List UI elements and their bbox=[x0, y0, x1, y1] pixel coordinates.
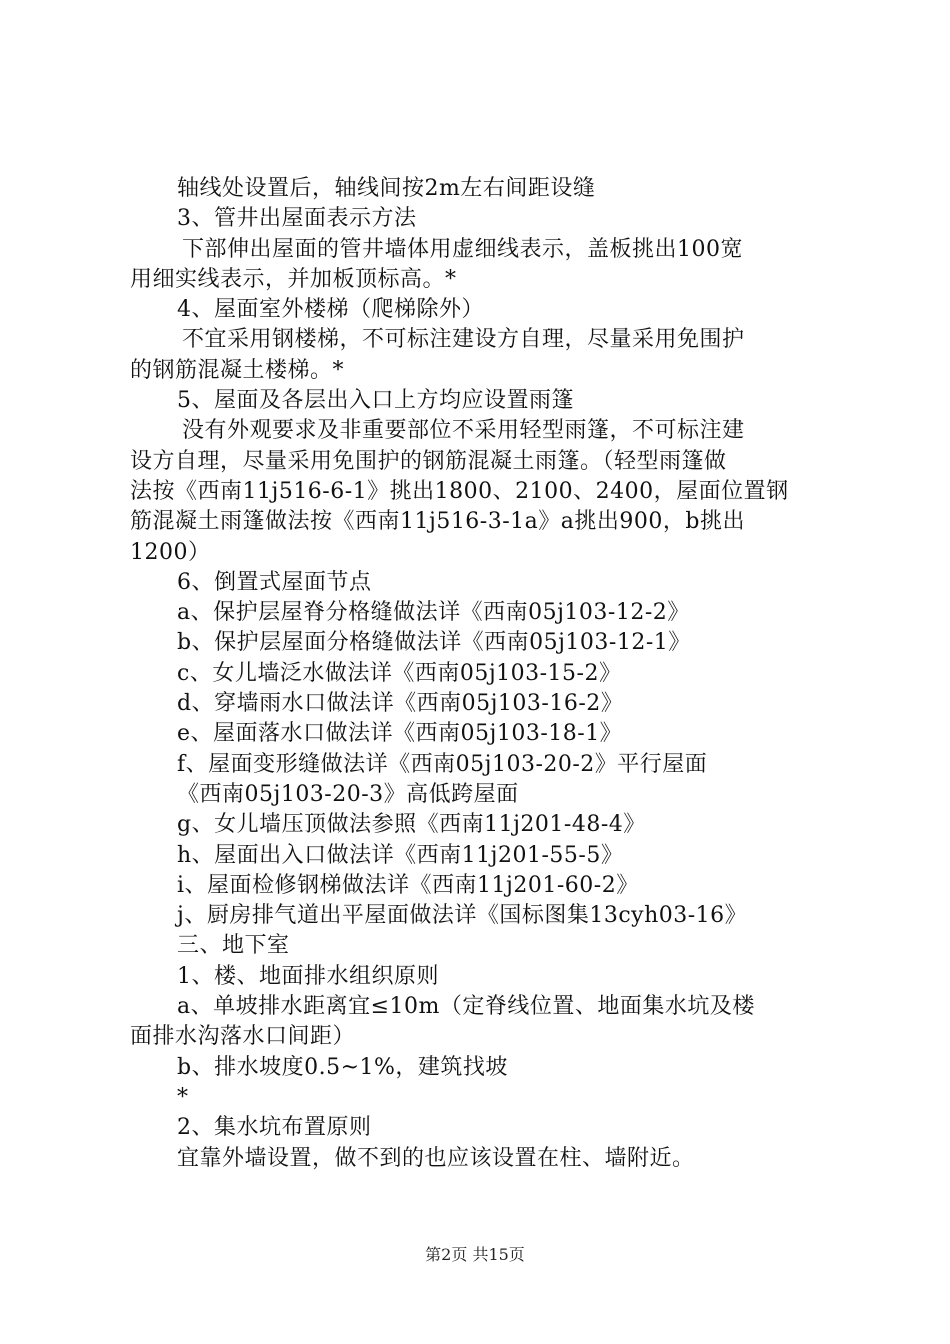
text-line: 没有外观要求及非重要部位不采用轻型雨篷，不可标注建 bbox=[182, 418, 745, 444]
list-item: g、女儿墙压顶做法参照《西南11j201-48-4》 bbox=[177, 812, 646, 838]
list-item: d、穿墙雨水口做法详《西南05j103-16-2》 bbox=[177, 691, 624, 717]
list-item: h、屋面出入口做法详《西南11j201-55-5》 bbox=[177, 842, 624, 868]
text-line: 面排水沟落水口间距） bbox=[130, 1024, 356, 1050]
text-line: 不宜采用钢楼梯，不可标注建设方自理，尽量采用免围护 bbox=[182, 327, 745, 353]
text-line: 的钢筋混凝土楼梯。* bbox=[130, 357, 345, 383]
section-heading: 6、倒置式屋面节点 bbox=[177, 569, 372, 595]
text-line: 筋混凝土雨篷做法按《西南11j516-3-1a》a挑出900，b挑出 bbox=[130, 509, 745, 535]
text-line: 宜靠外墙设置，做不到的也应该设置在柱、墙附近。 bbox=[177, 1145, 695, 1171]
document-body bbox=[130, 174, 830, 1174]
text-line: 轴线处设置后，轴线间按2m左右间距设缝 bbox=[177, 176, 596, 201]
list-item: a、保护层屋脊分格缝做法详《西南05j103-12-2》 bbox=[177, 600, 690, 626]
text-line: 用细实线表示，并加板顶标高。* bbox=[130, 266, 457, 292]
list-item: i、屋面检修钢梯做法详《西南11j201-60-2》 bbox=[177, 872, 639, 898]
list-item-continuation: 《西南05j103-20-3》高低跨屋面 bbox=[177, 781, 519, 807]
section-heading: 4、屋面室外楼梯（爬梯除外） bbox=[177, 297, 484, 323]
list-item: b、保护层屋面分格缝做法详《西南05j103-12-1》 bbox=[177, 630, 691, 656]
text-line: 设方自理，尽量采用免围护的钢筋混凝土雨篷。（轻型雨篷做 bbox=[130, 448, 727, 474]
section-heading: 3、管井出屋面表示方法 bbox=[177, 206, 417, 232]
list-item: b、排水坡度0.5~1%，建筑找坡 bbox=[177, 1054, 508, 1080]
list-item: j、厨房排气道出平屋面做法详《国标图集13cyh03-16》 bbox=[177, 903, 748, 929]
list-item: a、单坡排水距离宜≤10m（定脊线位置、地面集水坑及楼 bbox=[177, 994, 755, 1020]
list-item: f、屋面变形缝做法详《西南05j103-20-2》平行屋面 bbox=[177, 751, 708, 777]
section-heading: 2、集水坑布置原则 bbox=[177, 1115, 372, 1141]
list-item: e、屋面落水口做法详《西南05j103-18-1》 bbox=[177, 721, 623, 747]
section-heading: 5、屋面及各层出入口上方均应设置雨篷 bbox=[177, 388, 574, 414]
text-line: 法按《西南11j516-6-1》挑出1800、2100、2400，屋面位置钢 bbox=[130, 478, 789, 504]
text-line: 1200） bbox=[130, 539, 211, 565]
list-item: c、女儿墙泛水做法详《西南05j103-15-2》 bbox=[177, 660, 622, 686]
chapter-heading: 三、地下室 bbox=[177, 933, 290, 959]
asterisk-mark: * bbox=[177, 1084, 189, 1110]
section-heading: 1、楼、地面排水组织原则 bbox=[177, 963, 439, 989]
text-line: 下部伸出屋面的管井墙体用虚细线表示，盖板挑出100宽 bbox=[182, 236, 743, 262]
page-number-footer: 第2页 共15页 bbox=[425, 1245, 525, 1264]
